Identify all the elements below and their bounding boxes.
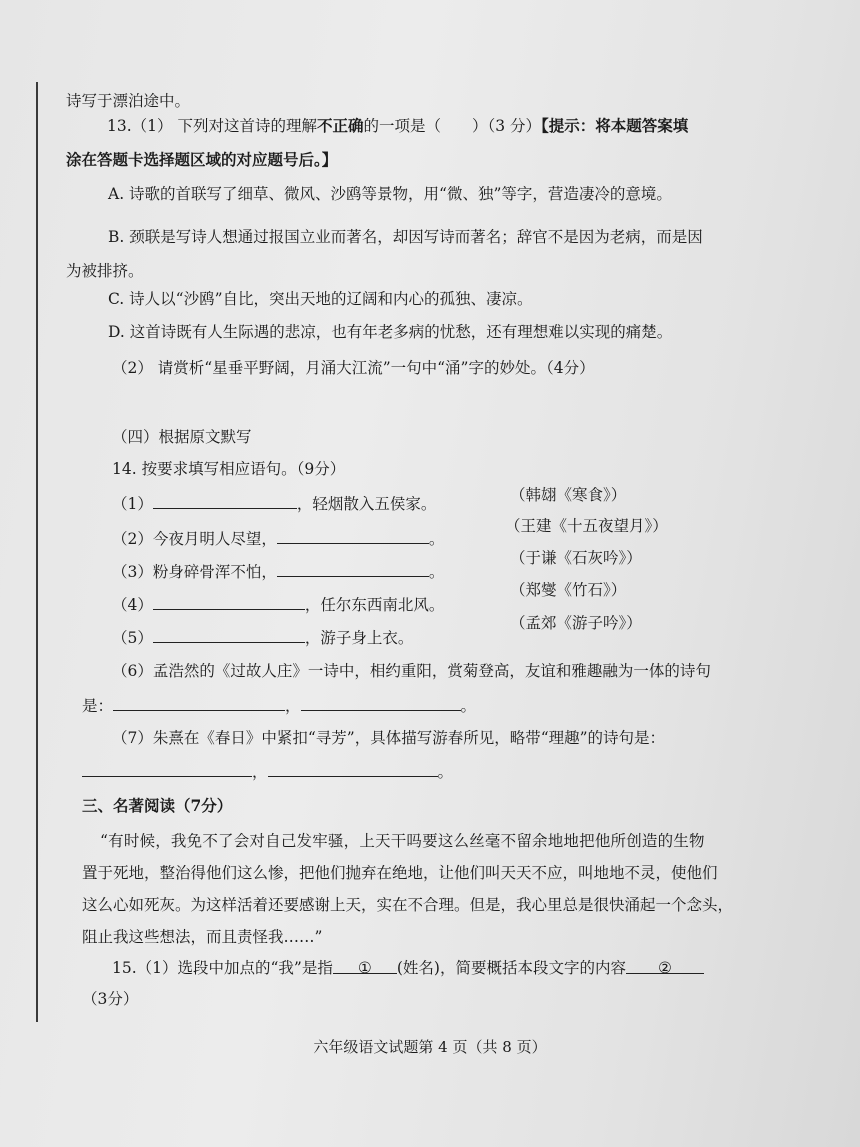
page-footer: 六年级语文试题第 4 页（共 8 页） bbox=[313, 1038, 547, 1056]
recite-1: （1） ，轻烟散入五侯家。 bbox=[112, 492, 436, 515]
answer-blank[interactable] bbox=[153, 492, 297, 509]
option-b: B. 颈联是写诗人想通过报国立业而著名，却因写诗而著名；辞官不是因为老病，而是因 bbox=[108, 228, 703, 246]
answer-blank[interactable] bbox=[268, 760, 438, 777]
emphasis-not-correct: 不正确 bbox=[316, 116, 364, 135]
recite-3: （3）粉身碎骨浑不怕， 。 bbox=[112, 560, 444, 583]
source-5: （孟郊《游子吟》） bbox=[510, 614, 642, 632]
q15-score: （3分） bbox=[82, 990, 139, 1008]
source-4: （郑燮《竹石》） bbox=[510, 581, 627, 599]
answer-blank-2[interactable]: ② bbox=[626, 957, 704, 974]
excerpt-line-3: 这么心如死灰。为这样活着还要感谢上天，实在不合理。但是，我心里总是很快涌起一个念头， bbox=[82, 896, 734, 914]
source-3: （于谦《石灰吟》） bbox=[510, 549, 642, 567]
excerpt-line-1: “有时候，我免不了会对自己发牢骚，上天干吗要这么丝毫不留余地地把他所创造的生物 bbox=[100, 832, 705, 850]
answer-blank[interactable] bbox=[301, 694, 461, 711]
section-3-title: 三、名著阅读（7分） bbox=[82, 796, 233, 815]
answer-blank[interactable] bbox=[153, 626, 305, 643]
margin-rule bbox=[36, 82, 38, 1022]
answer-blank-1[interactable]: ① bbox=[333, 957, 397, 974]
poem-note: 诗写于漂泊途中。 bbox=[66, 92, 191, 110]
q13-1-stem: 13.（1） 下列对这首诗的理解不正确的一项是（ ）（3 分）【提示：将本题答案填 bbox=[107, 116, 689, 135]
q14-stem: 14. 按要求填写相应语句。（9分） bbox=[112, 460, 346, 478]
option-c: C. 诗人以“沙鸥”自比，突出天地的辽阔和内心的孤独、凄凉。 bbox=[108, 290, 533, 308]
option-b-cont: 为被排挤。 bbox=[66, 262, 144, 280]
recite-5: （5） ，游子身上衣。 bbox=[112, 626, 413, 649]
hint-text: 【提示：将本题答案填 bbox=[541, 116, 689, 135]
recite-7: （7）朱熹在《春日》中紧扣“寻芳”，具体描写游春所见，略带“理趣”的诗句是： bbox=[112, 729, 666, 747]
answer-blank[interactable] bbox=[82, 760, 252, 777]
excerpt-line-2: 置于死地，整治得他们这么惨，把他们抛弃在绝地，让他们叫天天不应，叫地地不灵，使他们 bbox=[82, 864, 718, 882]
recite-2: （2）今夜月明人尽望， 。 bbox=[112, 527, 444, 550]
source-1: （韩翃《寒食》） bbox=[510, 486, 627, 504]
answer-blank[interactable] bbox=[113, 694, 285, 711]
recite-6: （6）孟浩然的《过故人庄》一诗中，相约重阳，赏菊登高，友谊和雅趣融为一体的诗句 bbox=[112, 662, 711, 680]
source-2: （王建《十五夜望月》） bbox=[505, 517, 668, 535]
option-a: A. 诗歌的首联写了细草、微风、沙鸥等景物，用“微、独”等字，营造凄冷的意境。 bbox=[108, 185, 672, 203]
excerpt-line-4: 阻止我这些想法，而且责怪我……” bbox=[82, 928, 323, 946]
q15-1: 15.（1）选段中加点的“我”是指 ① (姓名)，简要概括本段文字的内容 ② bbox=[112, 957, 704, 979]
section-4-title: （四）根据原文默写 bbox=[112, 428, 252, 446]
answer-blank[interactable] bbox=[277, 560, 429, 577]
recite-4: （4） ，任尔东西南北风。 bbox=[112, 593, 444, 616]
q13-2: （2） 请赏析“星垂平野阔，月涌大江流”一句中“涌”字的妙处。（4分） bbox=[112, 359, 595, 377]
recite-6-cont: 是： ， 。 bbox=[82, 694, 476, 717]
answer-blank[interactable] bbox=[153, 593, 305, 610]
recite-7-cont: ， 。 bbox=[82, 760, 453, 783]
hint-text-cont: 涂在答题卡选择题区域的对应题号后。】 bbox=[66, 150, 338, 169]
answer-blank[interactable] bbox=[277, 527, 429, 544]
option-d: D. 这首诗既有人生际遇的悲凉，也有年老多病的忧愁，还有理想难以实现的痛楚。 bbox=[108, 323, 673, 341]
